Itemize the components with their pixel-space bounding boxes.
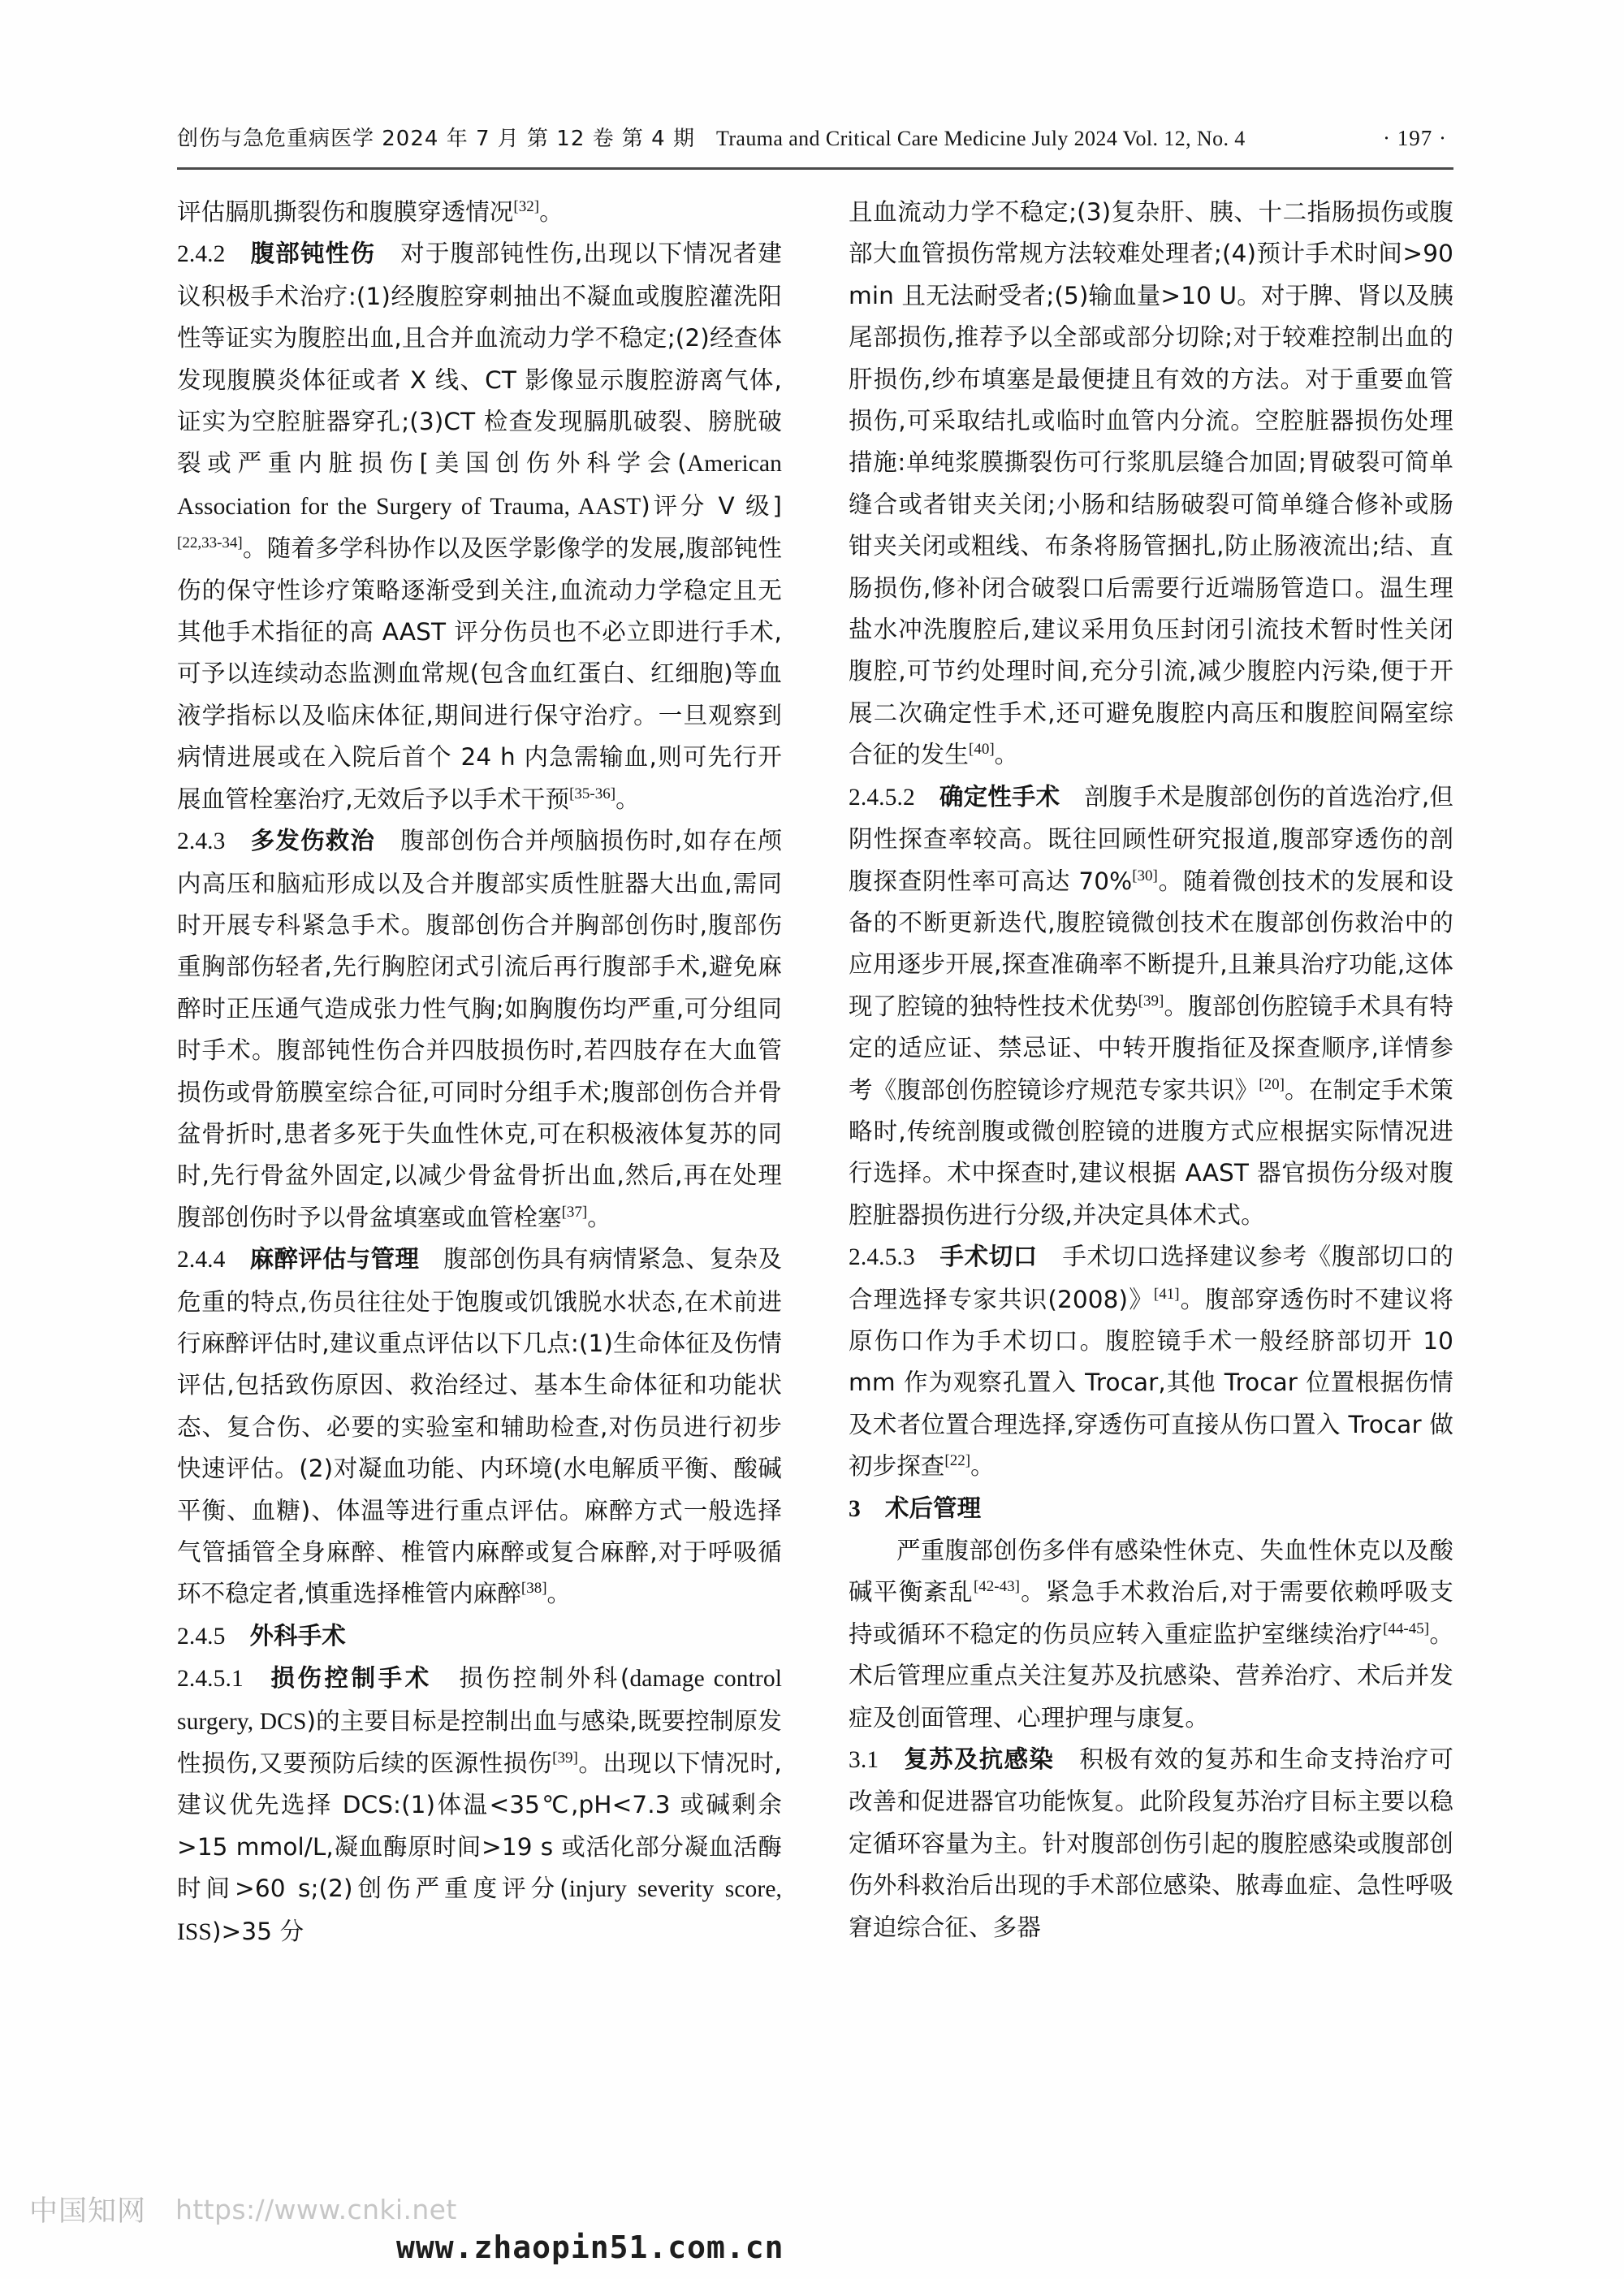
zhaopin-watermark: www.zhaopin51.com.cn xyxy=(396,2229,784,2265)
section-number: 3 xyxy=(849,1495,861,1522)
reference-marker: [30] xyxy=(1132,867,1158,884)
section-title: 术后管理 xyxy=(884,1494,982,1522)
paragraph-text: 。术后管理应重点关注复苏及抗感染、营养治疗、术后并发症及创面管理、心理护理与康复。 xyxy=(849,1620,1453,1732)
paragraph-text: 对于腹部钝性伤,出现以下情况者建议积极手术治疗:(1)经腹腔穿刺抽出不凝血或腹腔灌洗阳性等证实为腹腔出血,且合并血流动力学不稳定;(2)经查体发现腹膜炎体征或者 X 线、CT 影像显示腹腔游离气体,证实为空腔脏器穿孔;(3)CT 检查发现膈肌破裂、膀胱破裂或严重内脏损伤[美国创伤外科学会( xyxy=(177,240,782,478)
section-number: 2.4.4 xyxy=(177,1247,226,1274)
section-title: 确定性手术 xyxy=(939,782,1060,811)
paragraph-text: 。紧急手术救治后,对于需要依赖呼吸支持或循环不稳定的伤员应转入重症监护室继续治疗 xyxy=(849,1578,1453,1648)
reference-marker: [37] xyxy=(561,1203,588,1221)
latin-term: injury severity score, ISS xyxy=(177,1876,783,1945)
section-number: 2.4.5.1 xyxy=(177,1666,244,1693)
left-column xyxy=(177,192,782,2092)
paragraph-text: 。随着多学科协作以及医学影像学的发展,腹部钝性伤的保守性诊疗策略逐渐受到关注,血流动力学稳定且无其他手术指征的高 AAST 评分伤员也不必立即进行手术,可予以连续动态监测血常规(包含血红蛋白、红细胞)等血液学指标以及临床体征,期间进行保守治疗。一旦观察到病情进展或在入院后首个 24 h 内急需输血,则可先行开展血管栓塞治疗,无效后予以手术干预 xyxy=(177,534,782,813)
paragraph-text: 损伤控制外科( xyxy=(456,1664,630,1693)
section-title: 外科手术 xyxy=(249,1621,346,1650)
paragraph-continued xyxy=(849,192,1453,776)
cnki-watermark xyxy=(29,2189,457,2229)
reference-marker: [41] xyxy=(1153,1285,1180,1303)
section-3-heading xyxy=(849,1488,1453,1530)
reference-marker: [32] xyxy=(513,198,540,216)
paragraph-tail: 。 xyxy=(587,1203,611,1231)
section-number: 2.4.5.3 xyxy=(849,1244,915,1271)
paragraph-text: 且血流动力学不稳定;(3)复杂肝、胰、十二指肠损伤或腹部大血管损伤常规方法较难处理者;(4)预计手术时间>90 min 且无法耐受者;(5)输血量>10 U。对于脾、肾以及胰尾部损伤,推荐予以全部或部分切除;对于较难控制出血的肝损伤,纱布填塞是最便捷且有效的方法。对于重要血管损伤,可采取结扎或临时血管内分流。空腔脏器损伤处理措施:单纯浆膜撕裂伤可行浆肌层缝合加固;胃破裂可简单缝合或者钳夹关闭;小肠和结肠破裂可简单缝合修补或肠钳夹关闭或粗线、布条将肠管捆扎,防止肠液流出;结、直肠损伤,修补闭合破裂口后需要行近端肠管造口。温生理盐水冲洗腹腔后,建议采用负压封闭引流技术暂时性关闭腹腔,可节约处理时间,充分引流,减少腹腔内污染,便于开展二次确定性手术,还可避免腹腔内高压和腹腔间隔室综合征的发生 xyxy=(849,198,1453,769)
paragraph-tail: 。 xyxy=(615,785,640,813)
section-number: 3.1 xyxy=(849,1747,879,1774)
cnki-logo-text: 中国知网 xyxy=(29,2195,147,2228)
latin-term: American Association for the Surgery of Trauma, AAST xyxy=(177,451,782,520)
cnki-url: https://www.cnki.net xyxy=(175,2193,457,2225)
section-title: 手术切口 xyxy=(939,1243,1038,1271)
paragraph-tail: 。 xyxy=(970,1452,995,1481)
paragraph-text: 剖腹手术是腹部创伤的首选治疗,但阴性探查率较高。既往回顾性研究报道,腹部穿透伤的剖腹探查阴性率可高达 70% xyxy=(849,782,1453,895)
header-rule xyxy=(177,167,1453,170)
reference-marker: [22] xyxy=(944,1452,971,1470)
reference-marker: [22,33-34] xyxy=(177,534,243,552)
section-3-body xyxy=(849,1530,1453,1739)
section-2-4-5-3 xyxy=(849,1236,1453,1487)
paragraph-text: 腹部创伤具有病情紧急、复杂及危重的特点,伤员往往处于饱腹或饥饿脱水状态,在术前进行麻醉评估时,建议重点评估以下几点:(1)生命体征及伤情评估,包括致伤原因、救治经过、基本生命体征和功能状态、复合伤、必要的实验室和辅助检查,对伤员进行初步快速评估。(2)对凝血功能、内环境(水电解质平衡、酸碱平衡、血糖)、体温等进行重点评估。麻醉方式一般选择气管插管全身麻醉、椎管内麻醉或复合麻醉,对于呼吸循环不稳定者,慎重选择椎管内麻醉 xyxy=(177,1245,783,1608)
section-3-1 xyxy=(849,1739,1453,1948)
section-number: 2.4.5.2 xyxy=(849,784,915,811)
reference-marker: [38] xyxy=(520,1580,547,1598)
page-number: · 197 · xyxy=(1383,126,1447,150)
paragraph-tail: 。 xyxy=(994,741,1019,769)
paragraph-text: )>35 分 xyxy=(211,1917,304,1945)
reference-marker: [44-45] xyxy=(1383,1620,1430,1637)
section-number: 2.4.3 xyxy=(177,828,226,855)
paragraph-text: 手术切口选择建议参考《腹部切口的合理选择专家共识(2008)》 xyxy=(849,1243,1453,1313)
reference-marker: [35-36] xyxy=(569,785,616,802)
paragraph-continued xyxy=(177,192,782,233)
section-number: 2.4.2 xyxy=(177,241,226,268)
running-head xyxy=(177,122,1452,164)
article-body xyxy=(177,192,1453,2092)
paragraph-text: 积极有效的复苏和生命支持治疗可改善和促进器官功能恢复。此阶段复苏治疗目标主要以稳定循环容量为主。针对腹部创伤引起的腹腔感染或腹部创伤外科救治后出现的手术部位感染、脓毒血症、急性呼吸窘迫综合征、多器 xyxy=(849,1745,1453,1941)
section-2-4-4 xyxy=(177,1239,782,1615)
section-2-4-2 xyxy=(177,233,782,820)
paragraph-text: 。腹部创伤腔镜手术具有特定的适应证、禁忌证、中转开腹指征及探查顺序,详情参考《腹部创伤腔镜诊疗规范专家共识》 xyxy=(849,992,1453,1104)
paragraph-tail: 。 xyxy=(539,198,564,226)
running-head-journal-en: Trauma and Critical Care Medicine July 2024 Vol. 12, No. 4 xyxy=(715,127,1246,150)
reference-marker: [20] xyxy=(1259,1075,1285,1093)
paragraph-text: )的主要目标是控制出血与感染,既要控制原发性损伤,又要预防后续的医源性损伤 xyxy=(177,1706,782,1778)
section-title: 腹部钝性伤 xyxy=(249,240,376,268)
paragraph-text: 评估膈肌撕裂伤和腹膜穿透情况 xyxy=(177,198,514,226)
paragraph-text: 。腹部穿透伤时不建议将原伤口作为手术切口。腹腔镜手术一般经脐部切开 10 mm 作为观察孔置入 Trocar,其他 Trocar 位置根据伤情及术者位置合理选择,穿透伤可直接从伤口置入 Trocar 做初步探查 xyxy=(849,1285,1453,1481)
section-number: 2.4.5 xyxy=(177,1623,226,1650)
reference-marker: [42-43] xyxy=(973,1578,1020,1596)
paragraph-text: 。随着微创技术的发展和设备的不断更新迭代,腹腔镜微创技术在腹部创伤救治中的应用逐步开展,探查准确率不断提升,且兼具治疗功能,这体现了腔镜的独特性技术优势 xyxy=(849,867,1453,1020)
paragraph-text: 严重腹部创伤多伴有感染性休克、失血性休克以及酸碱平衡紊乱 xyxy=(849,1537,1453,1607)
paragraph-text: 腹部创伤合并颅脑损伤时,如存在颅内高压和脑疝形成以及合并腹部实质性脏器大出血,需同时开展专科紧急手术。腹部创伤合并胸部创伤时,腹部伤重胸部伤轻者,先行胸腔闭式引流后再行腹部手术,避免麻醉时正压通气造成张力性气胸;如胸腹伤均严重,可分组同时手术。腹部钝性伤合并四肢损伤时,若四肢存在大血管损伤或骨筋膜室综合征,可同时分组手术;腹部创伤合并骨盆骨折时,患者多死于失血性休克,可在积极液体复苏的同时,先行骨盆外固定,以减少骨盆骨折出血,然后,再在处理腹部创伤时予以骨盆填塞或血管栓塞 xyxy=(177,827,782,1231)
paragraph-text: 。出现以下情况时,建议优先选择 DCS:(1)体温<35℃,pH<7.3 或碱剩余>15 mmol/L,凝血酶原时间>19 s 或活化部分凝血活酶时间>60 s;(2)创伤严重度评分( xyxy=(177,1749,782,1903)
paragraph-text: 。在制定手术策略时,传统剖腹或微创腔镜的进腹方式应根据实际情况进行选择。术中探查时,建议根据 AAST 器官损伤分级对腹腔脏器损伤进行分级,并决定具体术式。 xyxy=(849,1075,1453,1229)
section-title: 复苏及抗感染 xyxy=(903,1745,1055,1774)
paragraph-tail: 。 xyxy=(546,1580,572,1608)
running-head-journal-cn: 创伤与急危重病医学 2024 年 7 月 第 12 卷 第 4 期 xyxy=(177,127,695,151)
section-title: 麻醉评估与管理 xyxy=(249,1245,420,1274)
section-2-4-3 xyxy=(177,820,782,1239)
section-2-4-5-1 xyxy=(177,1658,782,1953)
reference-marker: [39] xyxy=(552,1749,578,1767)
right-column xyxy=(849,192,1453,2092)
reference-marker: [40] xyxy=(969,741,995,759)
reference-marker: [39] xyxy=(1138,992,1164,1010)
latin-term: damage control surgery, DCS xyxy=(177,1666,782,1735)
section-title: 损伤控制手术 xyxy=(267,1664,432,1693)
section-title: 多发伤救治 xyxy=(249,827,376,855)
paragraph-text: )评分 V 级] xyxy=(641,491,782,520)
section-2-4-5 xyxy=(177,1615,782,1658)
section-2-4-5-2 xyxy=(849,776,1453,1236)
